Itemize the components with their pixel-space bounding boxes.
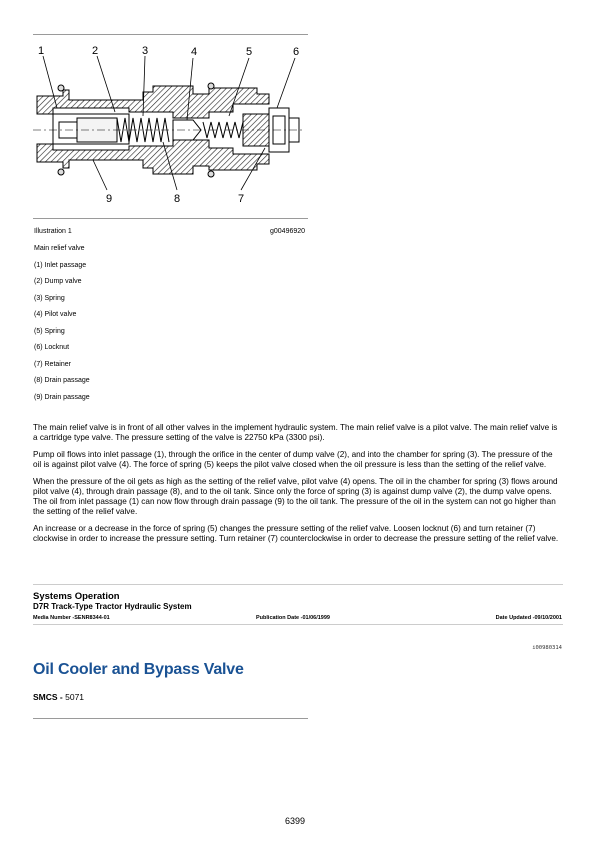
document-id: i00980314 (532, 645, 562, 651)
legend-item: (1) Inlet passage (34, 261, 87, 269)
smcs-code (33, 692, 84, 702)
legend-item: (6) Locknut (34, 344, 70, 351)
section-heading: Oil Cooler and Bypass Valve (33, 661, 244, 678)
legend-item: (3) Spring (34, 294, 65, 302)
systems-operation-subtitle: D7R Track-Type Tractor Hydraulic System (33, 602, 192, 611)
legend-title: Main relief valve (34, 245, 85, 252)
legend-item: (2) Dump valve (34, 278, 82, 285)
legend-item: (9) Drain passage (34, 393, 90, 401)
callout-3: 3 (141, 45, 149, 57)
smcs-label: SMCS - (33, 692, 66, 702)
callout-2: 2 (91, 45, 99, 57)
legend-item: (5) Spring (34, 327, 65, 335)
callout-9: 9 (105, 193, 113, 205)
paragraph: Pump oil flows into inlet passage (1), through the orifice in the center of dump valve (2), and into the chamber for spring (3). The pressure of the oil is against pilot valve (4). The force of spring (5) keeps the pilot valve closed when the oil pressure is less than the setting of the relief valve. (33, 449, 553, 469)
paragraph: An increase or a decrease in the force of spring (5) changes the pressure setting of the relief valve. Loosen locknut (6) and turn retainer (7) clockwise in order to increase the pressure setting. Turn retainer (7) counterclockwise in order to decrease the pressure setting of the relief valve. (33, 523, 559, 543)
meta-rule (33, 624, 563, 625)
legend-item: (8) Drain passage (34, 377, 90, 384)
smcs-value: 5071 (65, 692, 85, 702)
legend-item: (7) Retainer (34, 360, 71, 368)
callout-6: 6 (292, 46, 300, 58)
callout-5: 5 (245, 46, 253, 58)
media-number: Media Number -SENR8344-01 (33, 615, 110, 621)
systems-operation-title: Systems Operation (33, 591, 120, 602)
publication-date: Publication Date -01/06/1999 (256, 615, 330, 621)
illustration-label: Illustration 1 (34, 228, 72, 235)
illustration-id: g00496920 (270, 228, 306, 235)
bottom-rule (33, 718, 308, 719)
callout-7: 7 (237, 193, 245, 205)
top-rule (33, 34, 308, 35)
callout-1: 1 (37, 45, 45, 57)
callout-4: 4 (190, 46, 198, 58)
body-text (33, 423, 563, 551)
legend (34, 245, 90, 410)
paragraph: The main relief valve is in front of all other valves in the implement hydraulic system. The main relief valve is a pilot valve. The main relief valve is a cartridge type valve. The pressure setting of the valve is 22750 kPa (3300 psi). (33, 423, 558, 443)
paragraph: When the pressure of the oil gets as high as the setting of the relief valve, pilot valve (4) opens. The oil in the chamber for spring (3) flows around pilot valve (4), through drain passage (8), and to the oil tank. Since only the force of spring (3) is against dump valve (2), the dump valve opens. The oil from inlet passage (1) can now flow through drain passage (9) to the oil tank. The pressure of the oil in the system can not go higher than the setting of the relief valve. (33, 476, 558, 517)
date-updated: Date Updated -09/10/2001 (495, 615, 562, 621)
page-number: 6399 (285, 816, 306, 826)
callout-8: 8 (173, 193, 181, 205)
caption-rule (33, 218, 308, 219)
section-rule (33, 584, 563, 585)
relief-valve-illustration (33, 38, 309, 210)
legend-item: (4) Pilot valve (34, 311, 77, 318)
